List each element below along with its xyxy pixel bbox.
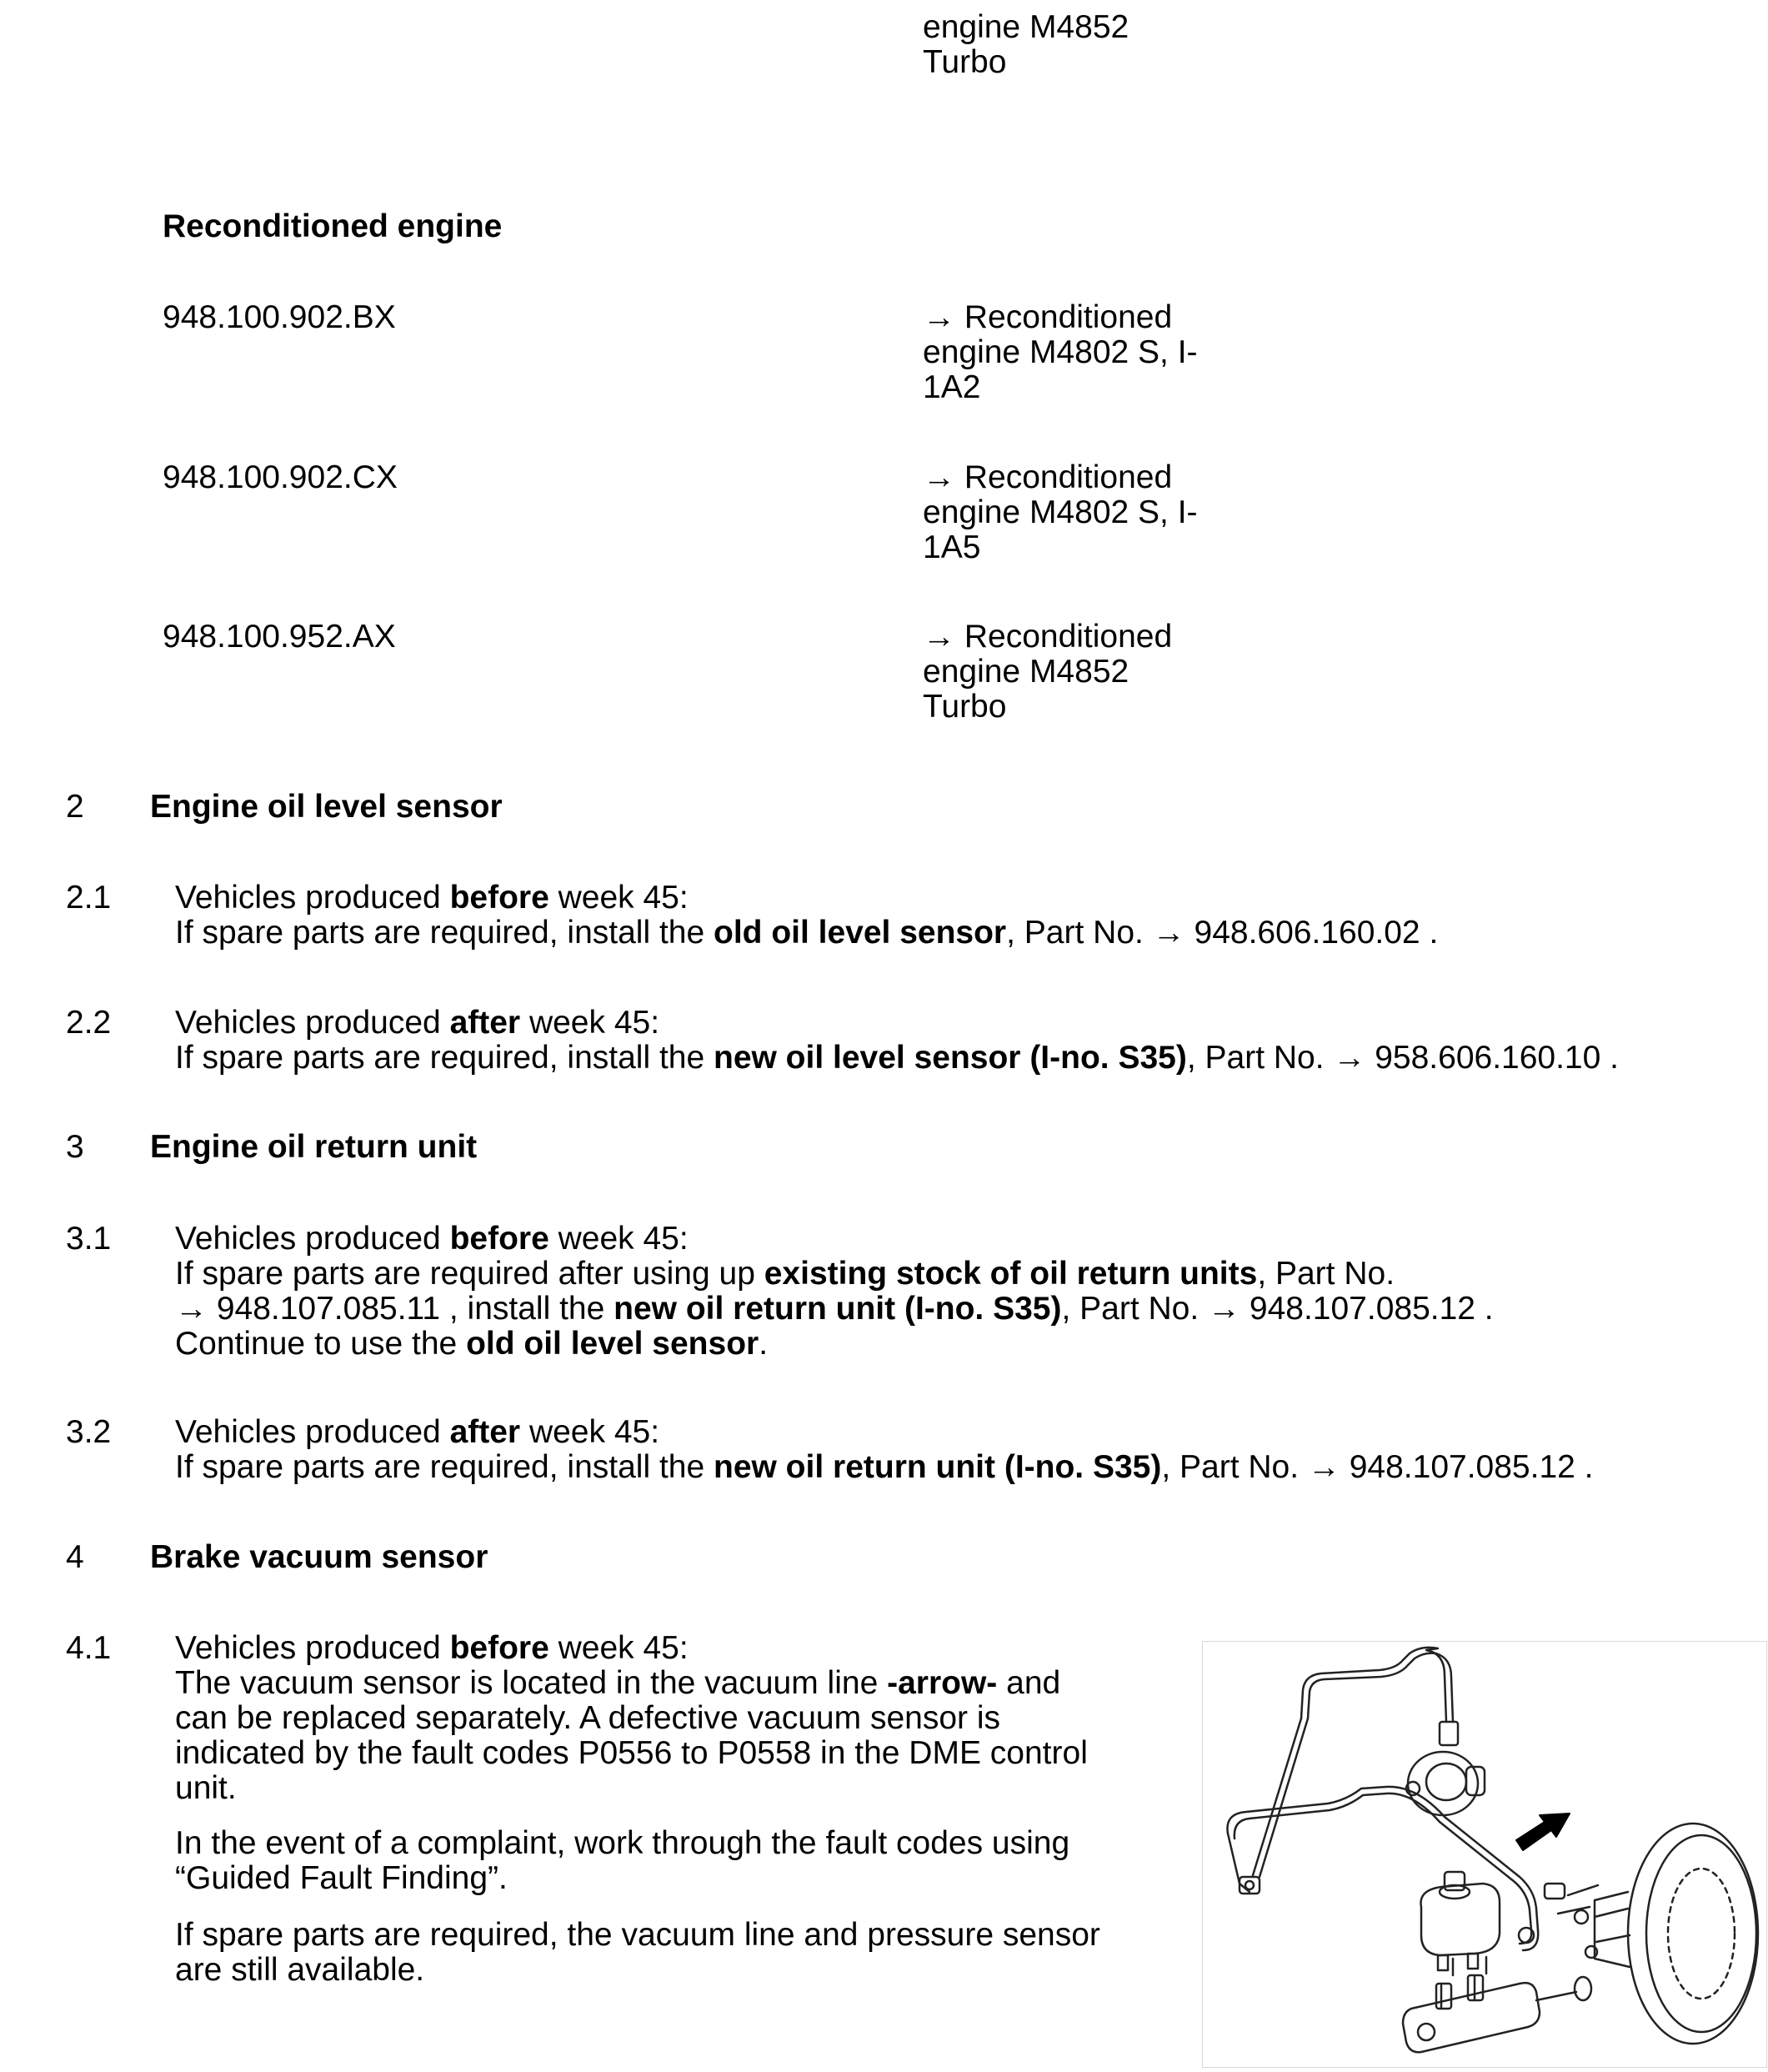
top-fragment-line2: Turbo: [923, 44, 1007, 80]
item-number: 3.1: [66, 1221, 112, 1257]
brake-booster-icon: [1545, 1824, 1758, 2044]
part-number: 948.100.902.BX: [163, 299, 396, 335]
item-line: Vehicles produced before week 45:: [175, 1630, 689, 1666]
item-line: Continue to use the old oil level sensor.: [175, 1326, 769, 1362]
item-number: 4.1: [66, 1630, 112, 1666]
item-line: If spare parts are required, the vacuum line and pressure sensor: [175, 1917, 1100, 1953]
section-title: Engine oil return unit: [150, 1129, 478, 1165]
item-line: Vehicles produced before week 45:: [175, 880, 689, 916]
part-desc-line: → Reconditioned: [923, 459, 1173, 495]
item-line: If spare parts are required, install the new oil return unit (I-no. S35), Part No. → 948.107.085.12 .: [175, 1449, 1594, 1485]
vacuum-pump-icon: [1406, 1722, 1485, 1815]
part-number: 948.100.902.CX: [163, 459, 398, 495]
master-cylinder-icon: [1403, 1957, 1591, 2052]
section-number: 3: [66, 1129, 84, 1165]
section-number: 2: [66, 789, 84, 825]
section-number: 4: [66, 1539, 84, 1575]
part-desc-line: engine M4802 S, I-: [923, 334, 1198, 370]
part-desc-line: → Reconditioned: [923, 299, 1173, 335]
item-line: If spare parts are required, install the old oil level sensor, Part No. → 948.606.160.02 .: [175, 915, 1439, 951]
arrow-icon: [1516, 1814, 1570, 1850]
top-fragment-line1: engine M4852: [923, 9, 1129, 45]
part-desc-line: 1A5: [923, 529, 981, 565]
section-title: Brake vacuum sensor: [150, 1539, 488, 1575]
item-line: → 948.107.085.11 , install the new oil return unit (I-no. S35), Part No. → 948.107.085.12 .: [175, 1291, 1494, 1327]
item-line: The vacuum sensor is located in the vacuum line -arrow- and: [175, 1665, 1061, 1701]
part-desc-line: engine M4802 S, I-: [923, 494, 1198, 530]
item-number: 3.2: [66, 1414, 112, 1450]
section-title: Engine oil level sensor: [150, 789, 503, 825]
part-desc-line: → Reconditioned: [923, 619, 1173, 655]
vacuum-line: [1301, 1648, 1446, 1722]
vacuum-line-illustration: [1202, 1641, 1767, 2068]
part-desc-line: 1A2: [923, 369, 981, 405]
item-line: can be replaced separately. A defective vacuum sensor is: [175, 1700, 1001, 1736]
item-line: Vehicles produced after week 45:: [175, 1005, 660, 1041]
item-line: indicated by the fault codes P0556 to P0558 in the DME control: [175, 1735, 1088, 1771]
item-line: Vehicles produced before week 45:: [175, 1221, 689, 1257]
item-line: Vehicles produced after week 45:: [175, 1414, 660, 1450]
part-desc-line: Turbo: [923, 689, 1007, 725]
item-line: If spare parts are required after using up existing stock of oil return units, Part No.: [175, 1256, 1395, 1292]
item-line: “Guided Fault Finding”.: [175, 1860, 508, 1896]
reconditioned-heading: Reconditioned engine: [163, 208, 503, 244]
part-desc-line: engine M4852: [923, 654, 1129, 690]
item-line: are still available.: [175, 1952, 425, 1988]
item-number: 2.2: [66, 1005, 112, 1041]
item-line: If spare parts are required, install the new oil level sensor (I-no. S35), Part No. → 958.606.160.10 .: [175, 1040, 1619, 1076]
item-number: 2.1: [66, 880, 112, 916]
part-number: 948.100.952.AX: [163, 619, 396, 655]
item-line: In the event of a complaint, work through the fault codes using: [175, 1825, 1070, 1861]
item-line: unit.: [175, 1770, 237, 1806]
reservoir-icon: [1421, 1872, 1500, 1970]
